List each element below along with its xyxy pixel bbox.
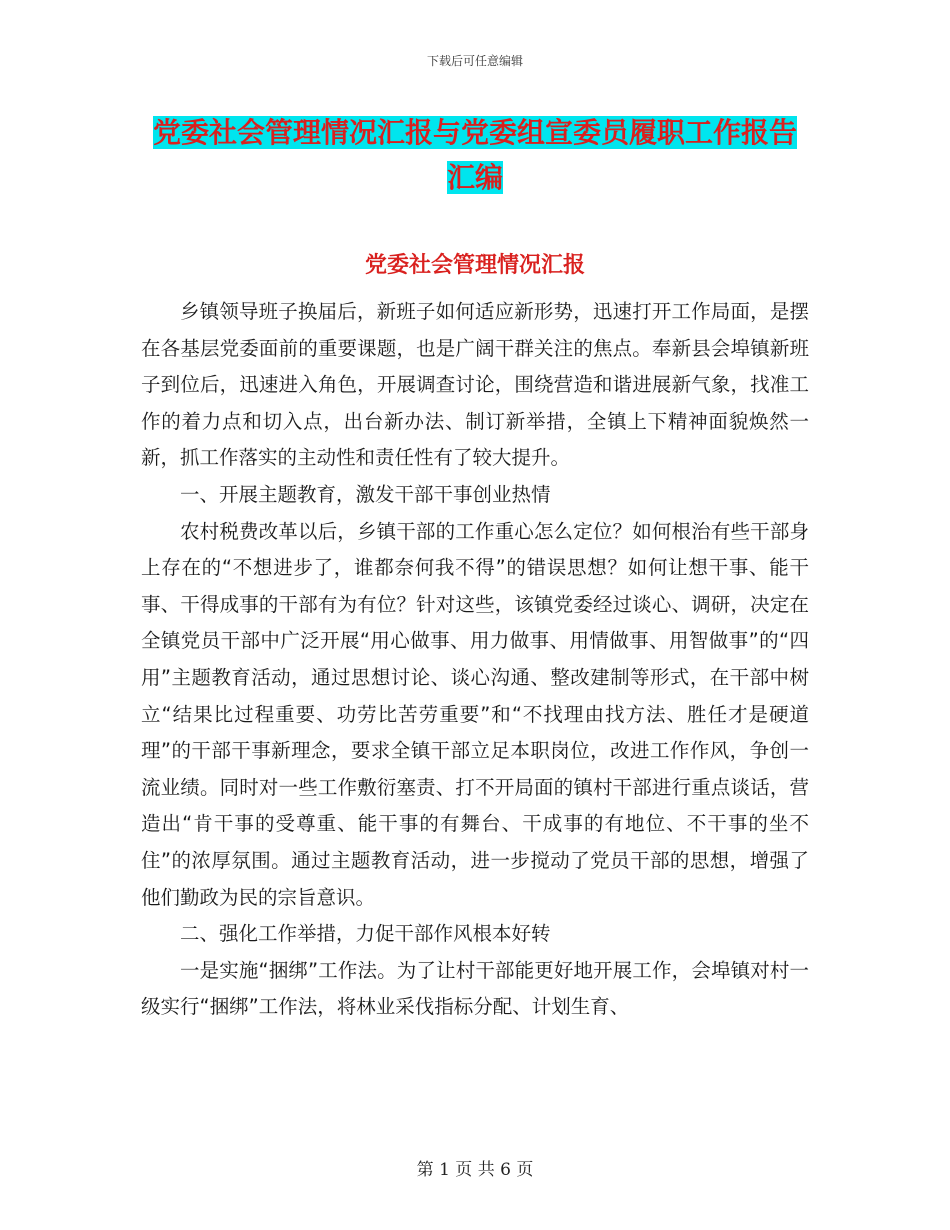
title-line-2: 汇编: [446, 161, 503, 194]
document-title: [140, 110, 810, 200]
paragraph-part-two: 一是实施“捆绑”工作法。为了让村干部能更好地开展工作，会埠镇对村一级实行“捆绑”工作法，将林业采伐指标分配、计划生育、: [141, 958, 809, 1019]
paragraph-intro: 乡镇领导班子换届后，新班子如何适应新形势，迅速打开工作局面，是摆在各基层党委面前的重要课题，也是广阔干群关注的焦点。奉新县会埠镇新班子到位后，迅速进入角色，开展调查讨论，围绕营造和谐进展新气象，找准工作的着力点和切入点，出台新办法、制订新举措，全镇上下精神面貌焕然一新，抓工作落实的主动性和责任性有了较大提升。: [141, 300, 809, 470]
heading-part-two: 二、强化工作举措，力促干部作风根本好转: [180, 922, 551, 946]
document-body: [141, 294, 809, 1026]
paragraph-part-one: 农村税费改革以后，乡镇干部的工作重心怎么定位？如何根治有些干部身上存在的“不想进步了，谁都奈何我不得”的错误思想？如何让想干事、能干事、干得成事的干部有为有位？针对这些，该镇党委经过谈心、调研，决定在全镇党员干部中广泛开展“用心做事、用力做事、用情做事、用智做事”的“四用”主题教育活动，通过思想讨论、谈心沟通、整改建制等形式，在干部中树立“结果比过程重要、功劳比苦劳重要”和“不找理由找方法、胜任才是硬道理”的干部干事新理念，要求全镇干部立足本职岗位，改进工作作风，争创一流业绩。同时对一些工作敷衍塞责、打不开局面的镇村干部进行重点谈话，营造出“肯干事的受尊重、能干事的有舞台、干成事的有地位、不干事的坐不住”的浓厚氛围。通过主题教育活动，进一步搅动了党员干部的思想，增强了他们勤政为民的宗旨意识。: [141, 519, 809, 909]
heading-part-one: 一、开展主题教育，激发干部干事创业热情: [180, 482, 551, 506]
header-note: 下载后可任意编辑: [426, 54, 523, 68]
section-title: 党委社会管理情况汇报: [364, 253, 585, 278]
page-footer: 第 1 页 共 6 页: [416, 1160, 534, 1180]
title-line-1: 党委社会管理情况汇报与党委组宣委员履职工作报告: [152, 116, 797, 149]
